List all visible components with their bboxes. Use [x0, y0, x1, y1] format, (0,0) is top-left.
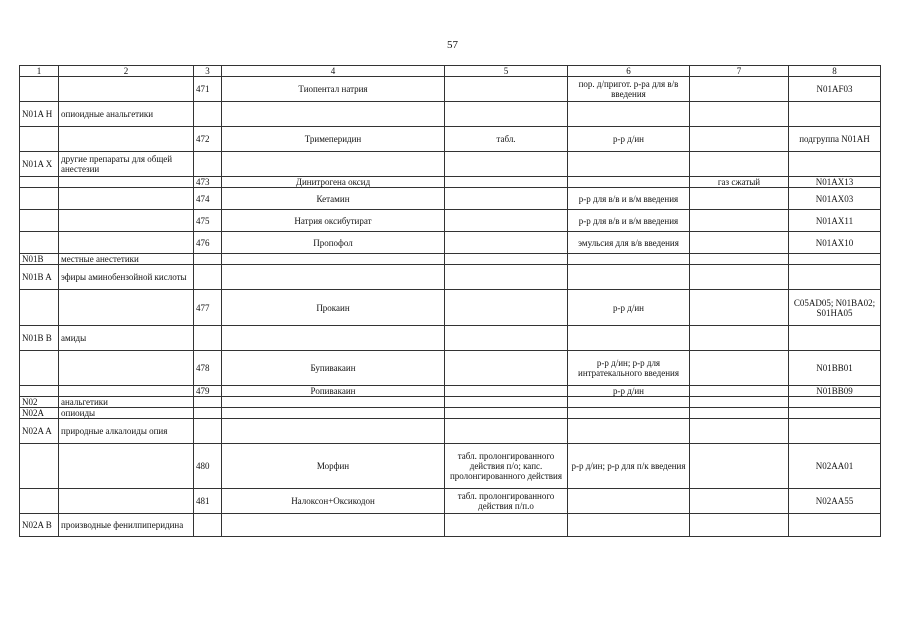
drug-table: [19, 65, 881, 537]
table-row: [20, 444, 881, 489]
table-row: [20, 351, 881, 386]
item-number-cell: 480: [194, 444, 222, 489]
dosage-form-cell: [445, 290, 568, 326]
dosage-form-cell: табл.: [445, 127, 568, 152]
group-name-cell: производные фенилпиперидина: [59, 514, 194, 537]
table-row: [20, 152, 881, 177]
dosage-form-cell: [445, 152, 568, 177]
dosage-form-cell: [568, 489, 690, 514]
group-name-cell: эфиры аминобензойной кислоты: [59, 265, 194, 290]
atc-code-cell: [789, 514, 881, 537]
group-name-cell: [59, 77, 194, 102]
table-row: [20, 102, 881, 127]
atc-code-cell: [20, 232, 59, 254]
dosage-form-cell: [690, 127, 789, 152]
atc-code-cell: N01B B: [20, 326, 59, 351]
dosage-form-cell: [445, 102, 568, 127]
atc-code-cell: N01B: [20, 254, 59, 265]
table-row: [20, 290, 881, 326]
item-number-cell: 471: [194, 77, 222, 102]
dosage-form-cell: [690, 77, 789, 102]
drug-name-cell: Динитрогена оксид: [222, 177, 445, 188]
column-header: 6: [568, 66, 690, 77]
dosage-form-cell: [445, 265, 568, 290]
drug-name-cell: [222, 152, 445, 177]
table-row: [20, 188, 881, 210]
group-name-cell: [59, 210, 194, 232]
item-number-cell: [194, 408, 222, 419]
atc-code-cell: N01BB01: [789, 351, 881, 386]
item-number-cell: 475: [194, 210, 222, 232]
drug-name-cell: Ропивакаин: [222, 386, 445, 397]
dosage-form-cell: [690, 188, 789, 210]
drug-name-cell: Прокаин: [222, 290, 445, 326]
drug-name-cell: Натрия оксибутират: [222, 210, 445, 232]
dosage-form-cell: [690, 444, 789, 489]
group-name-cell: [59, 489, 194, 514]
table-row: [20, 254, 881, 265]
table-row: [20, 77, 881, 102]
atc-code-cell: [20, 188, 59, 210]
dosage-form-cell: [568, 514, 690, 537]
atc-code-cell: N01AF03: [789, 77, 881, 102]
group-name-cell: природные алкалоиды опия: [59, 419, 194, 444]
group-name-cell: амиды: [59, 326, 194, 351]
dosage-form-cell: табл. пролонгированного действия п/о; капс. пролонгированного действия: [445, 444, 568, 489]
dosage-form-cell: [690, 210, 789, 232]
drug-name-cell: [222, 102, 445, 127]
item-number-cell: 474: [194, 188, 222, 210]
drug-name-cell: Кетамин: [222, 188, 445, 210]
dosage-form-cell: [445, 514, 568, 537]
atc-code-cell: [789, 102, 881, 127]
dosage-form-cell: [690, 397, 789, 408]
dosage-form-cell: эмульсия для в/в введения: [568, 232, 690, 254]
dosage-form-cell: [445, 326, 568, 351]
dosage-form-cell: [690, 152, 789, 177]
drug-name-cell: [222, 408, 445, 419]
atc-code-cell: [789, 397, 881, 408]
dosage-form-cell: [690, 102, 789, 127]
group-name-cell: [59, 444, 194, 489]
table-row: [20, 408, 881, 419]
dosage-form-cell: [445, 419, 568, 444]
dosage-form-cell: [568, 419, 690, 444]
drug-name-cell: [222, 326, 445, 351]
dosage-form-cell: [690, 489, 789, 514]
group-name-cell: [59, 177, 194, 188]
atc-code-cell: [20, 290, 59, 326]
item-number-cell: [194, 419, 222, 444]
column-header: 2: [59, 66, 194, 77]
atc-code-cell: N01AX13: [789, 177, 881, 188]
dosage-form-cell: [690, 290, 789, 326]
item-number-cell: [194, 514, 222, 537]
item-number-cell: [194, 102, 222, 127]
drug-name-cell: Пропофол: [222, 232, 445, 254]
group-name-cell: [59, 232, 194, 254]
item-number-cell: 478: [194, 351, 222, 386]
dosage-form-cell: [568, 408, 690, 419]
drug-name-cell: [222, 419, 445, 444]
atc-code-cell: [20, 177, 59, 188]
drug-name-cell: Бупивакаин: [222, 351, 445, 386]
drug-name-cell: [222, 254, 445, 265]
column-header: 8: [789, 66, 881, 77]
atc-code-cell: [789, 419, 881, 444]
drug-name-cell: [222, 514, 445, 537]
dosage-form-cell: [568, 102, 690, 127]
page-number: 57: [447, 39, 458, 51]
dosage-form-cell: [690, 254, 789, 265]
dosage-form-cell: [568, 397, 690, 408]
group-name-cell: [59, 290, 194, 326]
column-header: 7: [690, 66, 789, 77]
group-name-cell: опиоидные анальгетики: [59, 102, 194, 127]
atc-code-cell: N01BB09: [789, 386, 881, 397]
item-number-cell: [194, 254, 222, 265]
dosage-form-cell: [568, 265, 690, 290]
atc-code-cell: N02A A: [20, 419, 59, 444]
table-row: [20, 265, 881, 290]
atc-code-cell: N01AX11: [789, 210, 881, 232]
atc-code-cell: N02A: [20, 408, 59, 419]
group-name-cell: анальгетики: [59, 397, 194, 408]
table-row: [20, 419, 881, 444]
dosage-form-cell: [445, 77, 568, 102]
atc-code-cell: [789, 152, 881, 177]
group-name-cell: [59, 351, 194, 386]
atc-code-cell: [789, 326, 881, 351]
dosage-form-cell: [568, 326, 690, 351]
dosage-form-cell: [690, 232, 789, 254]
dosage-form-cell: [445, 351, 568, 386]
table-row: [20, 210, 881, 232]
item-number-cell: [194, 152, 222, 177]
column-header-row: [20, 66, 881, 77]
dosage-form-cell: р-р д/ин; р-р для п/к введения: [568, 444, 690, 489]
dosage-form-cell: [445, 408, 568, 419]
atc-code-cell: [20, 127, 59, 152]
table-row: [20, 386, 881, 397]
table-row: [20, 177, 881, 188]
dosage-form-cell: [690, 265, 789, 290]
item-number-cell: 477: [194, 290, 222, 326]
drug-name-cell: [222, 397, 445, 408]
dosage-form-cell: [690, 326, 789, 351]
dosage-form-cell: газ сжатый: [690, 177, 789, 188]
item-number-cell: [194, 265, 222, 290]
table-row: [20, 489, 881, 514]
drug-name-cell: Тримеперидин: [222, 127, 445, 152]
atc-code-cell: N01A H: [20, 102, 59, 127]
dosage-form-cell: [445, 386, 568, 397]
drug-name-cell: [222, 265, 445, 290]
atc-code-cell: подгруппа N01AH: [789, 127, 881, 152]
atc-code-cell: [20, 210, 59, 232]
dosage-form-cell: [445, 210, 568, 232]
column-header: 4: [222, 66, 445, 77]
item-number-cell: 481: [194, 489, 222, 514]
group-name-cell: [59, 127, 194, 152]
table-row: [20, 514, 881, 537]
dosage-form-cell: [445, 177, 568, 188]
item-number-cell: 472: [194, 127, 222, 152]
dosage-form-cell: р-р д/ин: [568, 127, 690, 152]
atc-code-cell: N02AA01: [789, 444, 881, 489]
table-row: [20, 397, 881, 408]
column-header: 3: [194, 66, 222, 77]
item-number-cell: 479: [194, 386, 222, 397]
atc-code-cell: N01AX03: [789, 188, 881, 210]
atc-code-cell: N02AA55: [789, 489, 881, 514]
group-name-cell: опиоиды: [59, 408, 194, 419]
dosage-form-cell: табл. пролонгированного действия п/п.о: [445, 489, 568, 514]
table-row: [20, 232, 881, 254]
table-row: [20, 127, 881, 152]
group-name-cell: [59, 386, 194, 397]
table-row: [20, 326, 881, 351]
atc-code-cell: [20, 489, 59, 514]
dosage-form-cell: р-р д/ин: [568, 386, 690, 397]
atc-code-cell: [20, 77, 59, 102]
item-number-cell: 476: [194, 232, 222, 254]
atc-code-cell: N01A X: [20, 152, 59, 177]
drug-name-cell: Морфин: [222, 444, 445, 489]
item-number-cell: 473: [194, 177, 222, 188]
column-header: 5: [445, 66, 568, 77]
atc-code-cell: N02: [20, 397, 59, 408]
atc-code-cell: N02A B: [20, 514, 59, 537]
dosage-form-cell: р-р д/ин: [568, 290, 690, 326]
atc-code-cell: [20, 444, 59, 489]
dosage-form-cell: [568, 254, 690, 265]
dosage-form-cell: пор. д/пригот. р-ра для в/в введения: [568, 77, 690, 102]
atc-code-cell: N01B A: [20, 265, 59, 290]
dosage-form-cell: р-р для в/в и в/м введения: [568, 210, 690, 232]
atc-code-cell: [789, 265, 881, 290]
group-name-cell: другие препараты для общей анестезии: [59, 152, 194, 177]
item-number-cell: [194, 397, 222, 408]
dosage-form-cell: [568, 177, 690, 188]
atc-code-cell: [789, 254, 881, 265]
atc-code-cell: [789, 408, 881, 419]
dosage-form-cell: [445, 254, 568, 265]
dosage-form-cell: [690, 419, 789, 444]
dosage-form-cell: [690, 514, 789, 537]
dosage-form-cell: [445, 188, 568, 210]
dosage-form-cell: [568, 152, 690, 177]
column-header: 1: [20, 66, 59, 77]
dosage-form-cell: р-р для в/в и в/м введения: [568, 188, 690, 210]
atc-code-cell: [20, 386, 59, 397]
dosage-form-cell: [445, 397, 568, 408]
dosage-form-cell: [445, 232, 568, 254]
dosage-form-cell: р-р д/ин; р-р для интратекального введения: [568, 351, 690, 386]
drug-name-cell: Налоксон+Оксикодон: [222, 489, 445, 514]
atc-code-cell: N01AX10: [789, 232, 881, 254]
group-name-cell: [59, 188, 194, 210]
atc-code-cell: C05AD05; N01BA02; S01HA05: [789, 290, 881, 326]
dosage-form-cell: [690, 351, 789, 386]
dosage-form-cell: [690, 408, 789, 419]
dosage-form-cell: [690, 386, 789, 397]
drug-name-cell: Тиопентал натрия: [222, 77, 445, 102]
atc-code-cell: [20, 351, 59, 386]
group-name-cell: местные анестетики: [59, 254, 194, 265]
item-number-cell: [194, 326, 222, 351]
